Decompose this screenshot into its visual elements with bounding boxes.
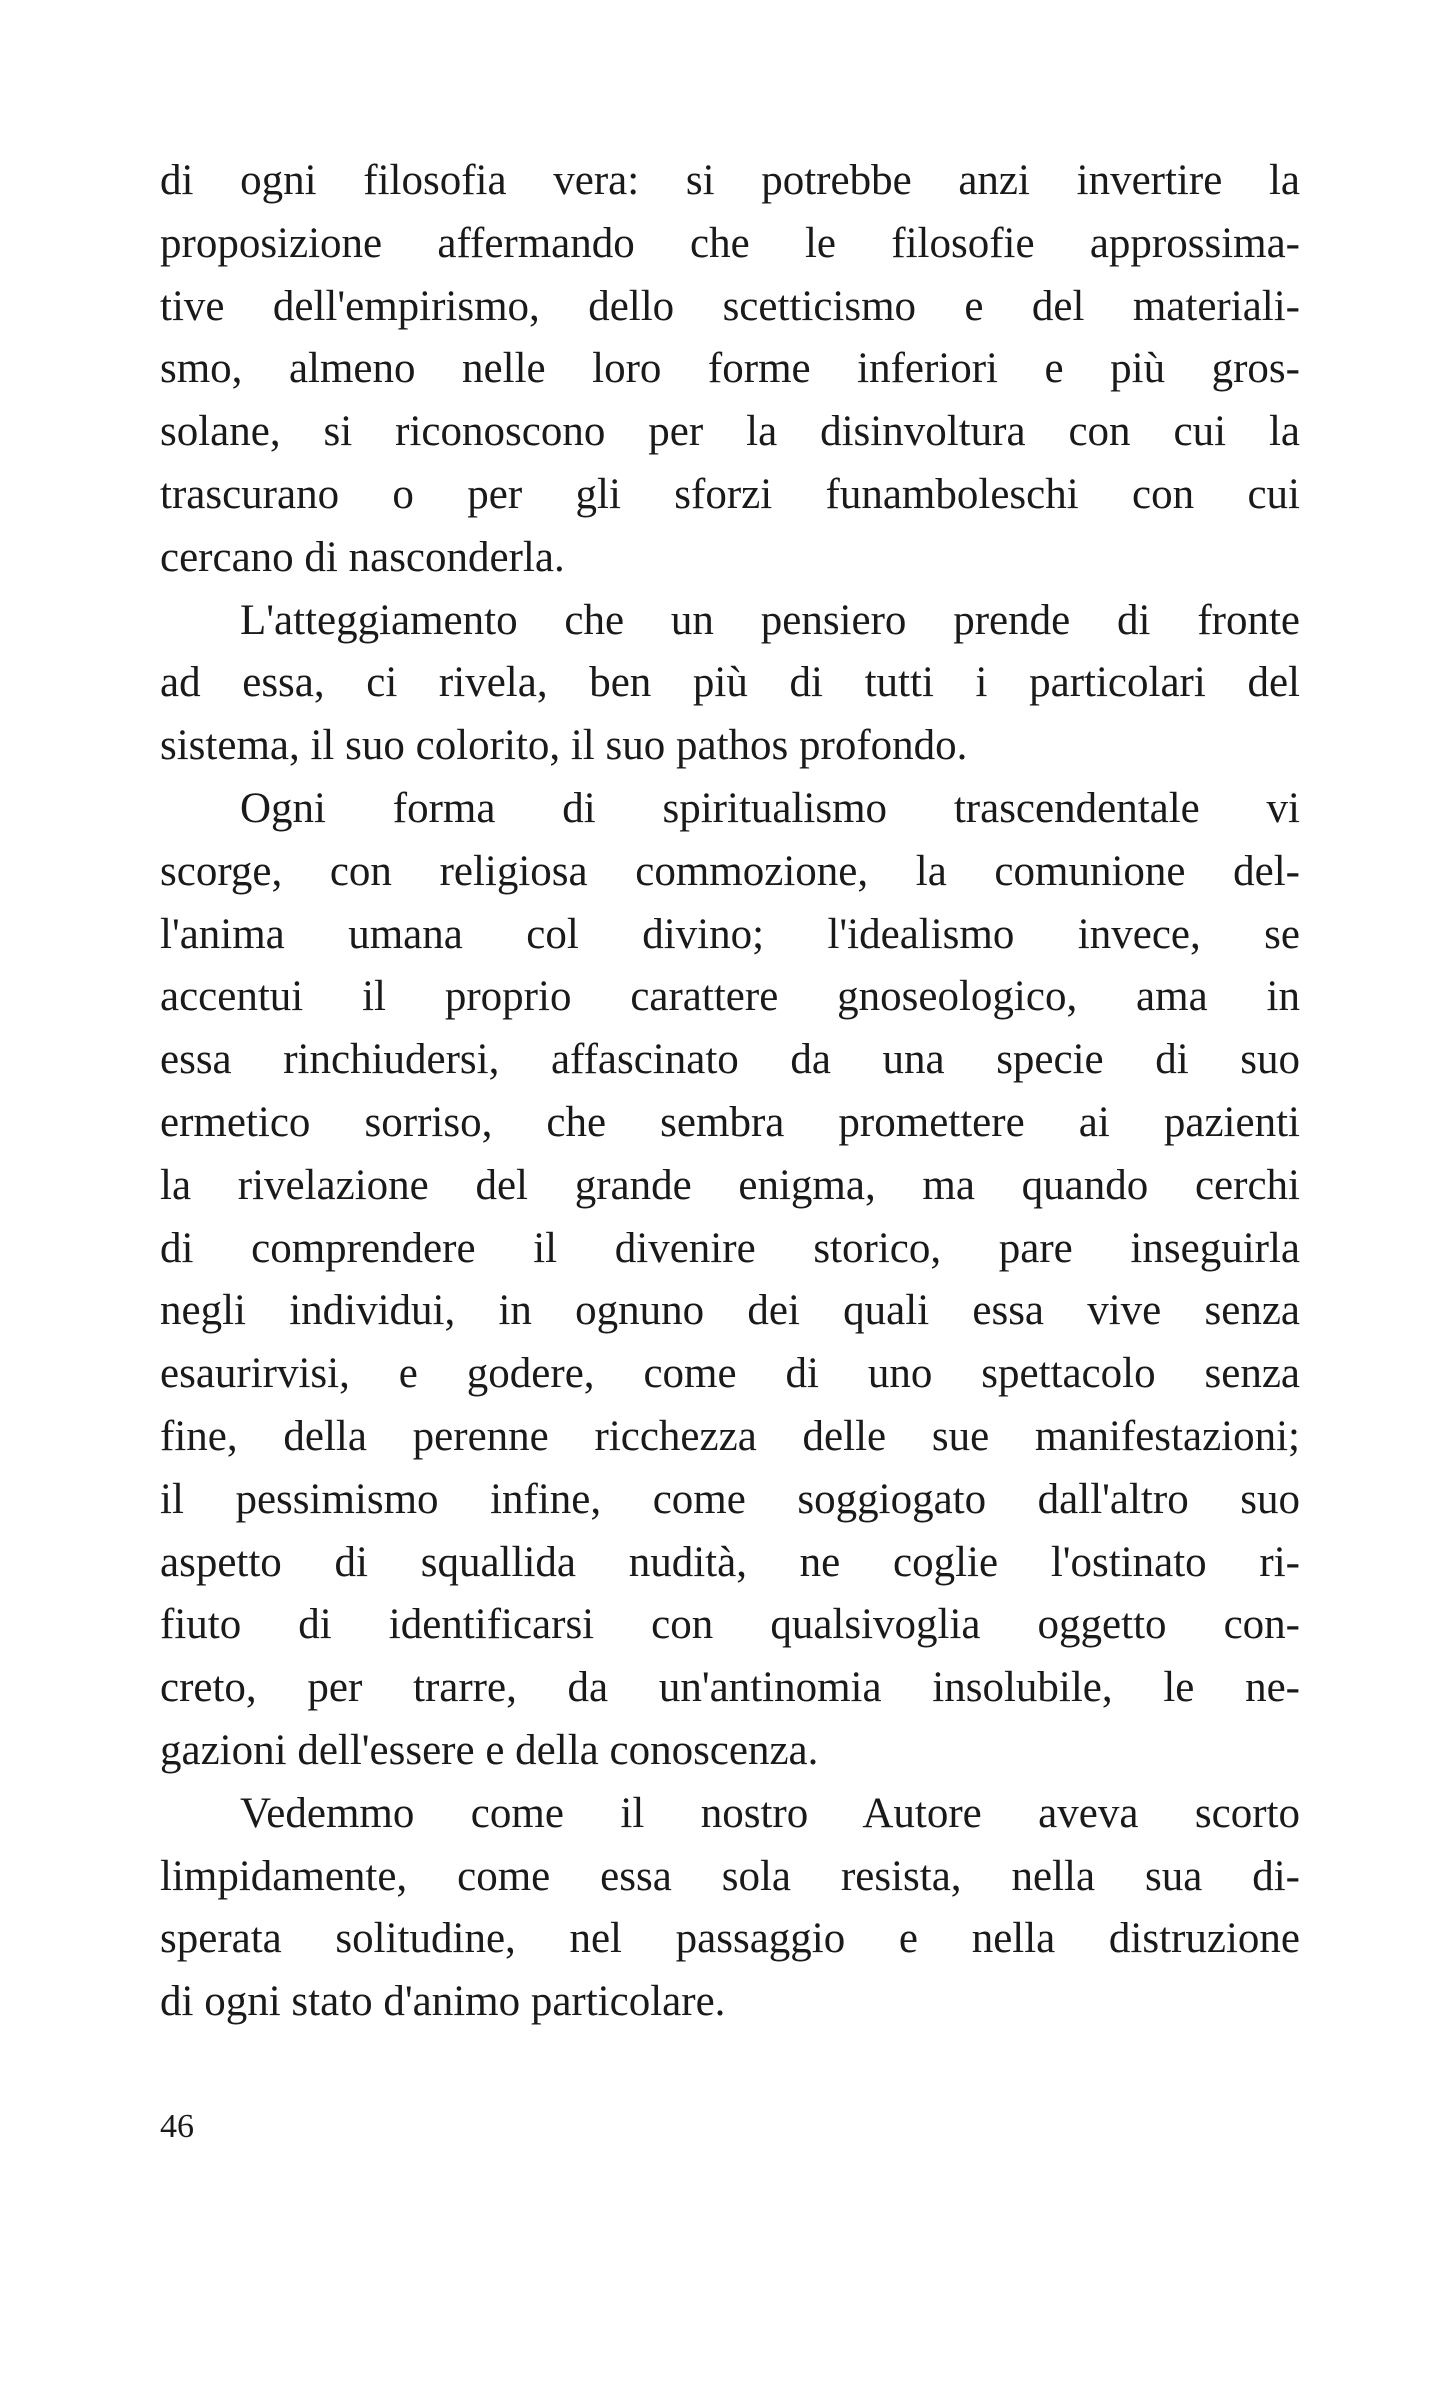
text-line: gazioni dell'essere e della conoscenza.: [160, 1726, 819, 1774]
text-line: limpidamente, come essa sola resista, nella sua di-: [160, 1852, 1300, 1900]
text-line: di ogni stato d'animo particolare.: [160, 1978, 726, 2026]
text-line: di comprendere il divenire storico, pare inseguirla: [160, 1224, 1300, 1272]
text-line: l'anima umana col divino; l'idealismo invece, se: [160, 910, 1300, 958]
text-line: scorge, con religiosa commozione, la comunione del-: [160, 847, 1300, 895]
text-line: smo, almeno nelle loro forme inferiori e più gros-: [160, 345, 1300, 393]
text-line: la rivelazione del grande enigma, ma quando cerchi: [160, 1161, 1300, 1209]
text-line: ermetico sorriso, che sembra promettere ai pazienti: [160, 1098, 1300, 1146]
page-number: 46: [160, 2108, 194, 2145]
text-line: solane, si riconoscono per la disinvoltura con cui la: [160, 408, 1300, 456]
text-line: L'atteggiamento che un pensiero prende di fronte: [240, 596, 1300, 644]
text-line: negli individui, in ognuno dei quali essa vive senza: [160, 1287, 1300, 1335]
text-line: aspetto di squallida nudità, ne coglie l'ostinato ri-: [160, 1538, 1300, 1586]
paragraph: [160, 150, 1300, 590]
text-line: proposizione affermando che le filosofie approssima-: [160, 219, 1300, 267]
paragraph: [160, 778, 1300, 1783]
text-line: Vedemmo come il nostro Autore aveva scorto: [240, 1789, 1300, 1837]
text-line: esaurirvisi, e godere, come di uno spettacolo senza: [160, 1350, 1300, 1398]
text-line: accentui il proprio carattere gnoseologico, ama in: [160, 973, 1300, 1021]
paragraph: [160, 590, 1300, 778]
text-line: ad essa, ci rivela, ben più di tutti i particolari del: [160, 659, 1300, 707]
text-line: Ogni forma di spiritualismo trascendentale vi: [240, 784, 1300, 832]
text-line: fine, della perenne ricchezza delle sue manifestazioni;: [160, 1412, 1300, 1460]
text-line: tive dell'empirismo, dello scetticismo e del materiali-: [160, 282, 1300, 330]
body-text: [160, 150, 1300, 2034]
text-line: il pessimismo infine, come soggiogato dall'altro suo: [160, 1475, 1300, 1523]
text-line: cercano di nasconderla.: [160, 533, 565, 581]
text-line: fiuto di identificarsi con qualsivoglia oggetto con-: [160, 1601, 1300, 1649]
text-line: sistema, il suo colorito, il suo pathos profondo.: [160, 722, 968, 770]
text-line: creto, per trarre, da un'antinomia insolubile, le ne-: [160, 1664, 1300, 1712]
text-line: di ogni filosofia vera: si potrebbe anzi invertire la: [160, 157, 1300, 204]
text-line: sperata solitudine, nel passaggio e nella distruzione: [160, 1915, 1300, 1963]
text-line: trascurano o per gli sforzi funamboleschi con cui: [160, 470, 1300, 518]
text-line: essa rinchiudersi, affascinato da una specie di suo: [160, 1036, 1300, 1084]
paragraph: [160, 1783, 1300, 2034]
